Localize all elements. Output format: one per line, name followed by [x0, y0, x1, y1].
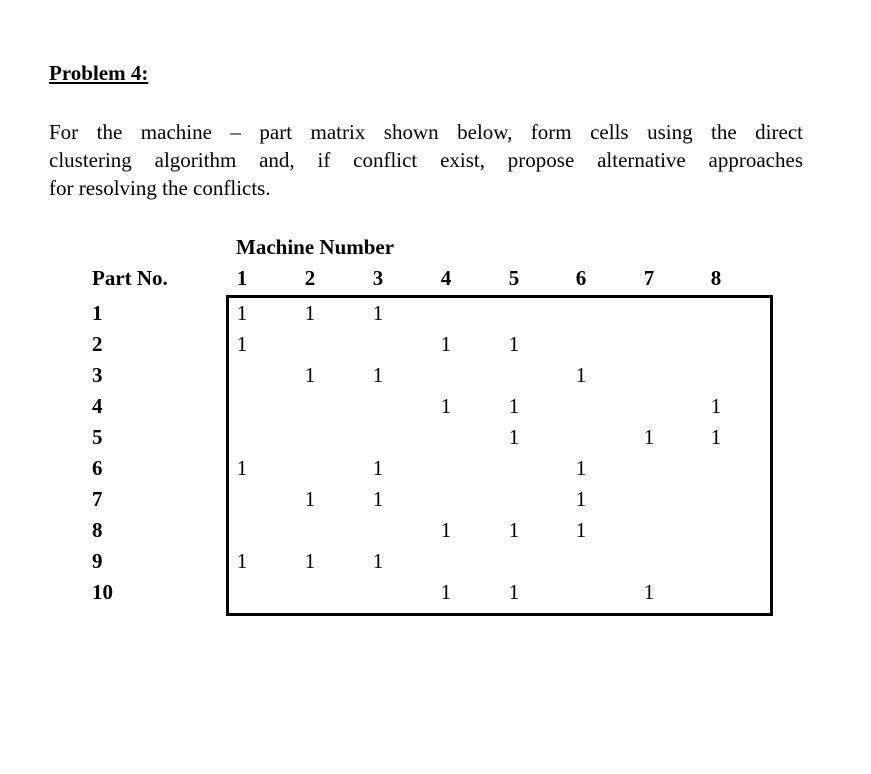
- part-row-label: 10: [92, 580, 113, 604]
- matrix-cell: 1: [575, 363, 587, 387]
- machine-column-header: 1: [236, 266, 248, 290]
- matrix-cell: 1: [372, 456, 384, 480]
- statement-line: clustering algorithm and, if conflict exist, propose alternative approaches: [49, 148, 803, 172]
- matrix-cell: 1: [643, 580, 655, 604]
- problem-heading: Problem 4:: [49, 61, 149, 85]
- machine-column-header: 8: [710, 266, 722, 290]
- matrix-cell: 1: [372, 301, 384, 325]
- machine-column-header: 6: [575, 266, 587, 290]
- machine-column-header: 2: [304, 266, 316, 290]
- matrix-cell: 1: [304, 301, 316, 325]
- matrix-cell: 1: [575, 487, 587, 511]
- machine-column-header: 7: [643, 266, 655, 290]
- part-row-label: 8: [92, 518, 103, 542]
- matrix-cell: 1: [440, 580, 452, 604]
- matrix-cell: 1: [440, 518, 452, 542]
- matrix-cell: 1: [440, 394, 452, 418]
- matrix-cell: 1: [508, 518, 520, 542]
- matrix-cell: 1: [304, 549, 316, 573]
- matrix-cell: 1: [508, 425, 520, 449]
- matrix-cell: 1: [304, 363, 316, 387]
- part-row-label: 6: [92, 456, 103, 480]
- part-row-label: 5: [92, 425, 103, 449]
- matrix-cell: 1: [575, 518, 587, 542]
- statement-line: For the machine – part matrix shown below, form cells using the direct: [49, 120, 803, 144]
- machine-column-header: 3: [372, 266, 384, 290]
- machine-column-header: 5: [508, 266, 520, 290]
- part-row-label: 1: [92, 301, 103, 325]
- matrix-cell: 1: [643, 425, 655, 449]
- matrix-cell: 1: [304, 487, 316, 511]
- part-row-label: 4: [92, 394, 103, 418]
- machine-number-header: Machine Number: [236, 235, 395, 259]
- matrix-cell: 1: [508, 332, 520, 356]
- matrix-cell: 1: [236, 332, 248, 356]
- part-row-label: 7: [92, 487, 103, 511]
- problem-statement: [49, 118, 803, 202]
- matrix-cell: 1: [236, 549, 248, 573]
- matrix-cell: 1: [236, 301, 248, 325]
- matrix-cell: 1: [710, 394, 722, 418]
- matrix-cell: 1: [372, 487, 384, 511]
- matrix-cell: 1: [372, 549, 384, 573]
- machine-column-header: 4: [440, 266, 452, 290]
- matrix-cell: 1: [710, 425, 722, 449]
- matrix-cell: 1: [372, 363, 384, 387]
- part-row-label: 2: [92, 332, 103, 356]
- matrix-cell: 1: [575, 456, 587, 480]
- part-row-label: 9: [92, 549, 103, 573]
- matrix-cell: 1: [440, 332, 452, 356]
- statement-line: for resolving the conflicts.: [49, 176, 271, 200]
- matrix-cell: 1: [236, 456, 248, 480]
- matrix-cell: 1: [508, 394, 520, 418]
- part-row-label: 3: [92, 363, 103, 387]
- matrix-cell: 1: [508, 580, 520, 604]
- part-no-header: Part No.: [92, 266, 168, 290]
